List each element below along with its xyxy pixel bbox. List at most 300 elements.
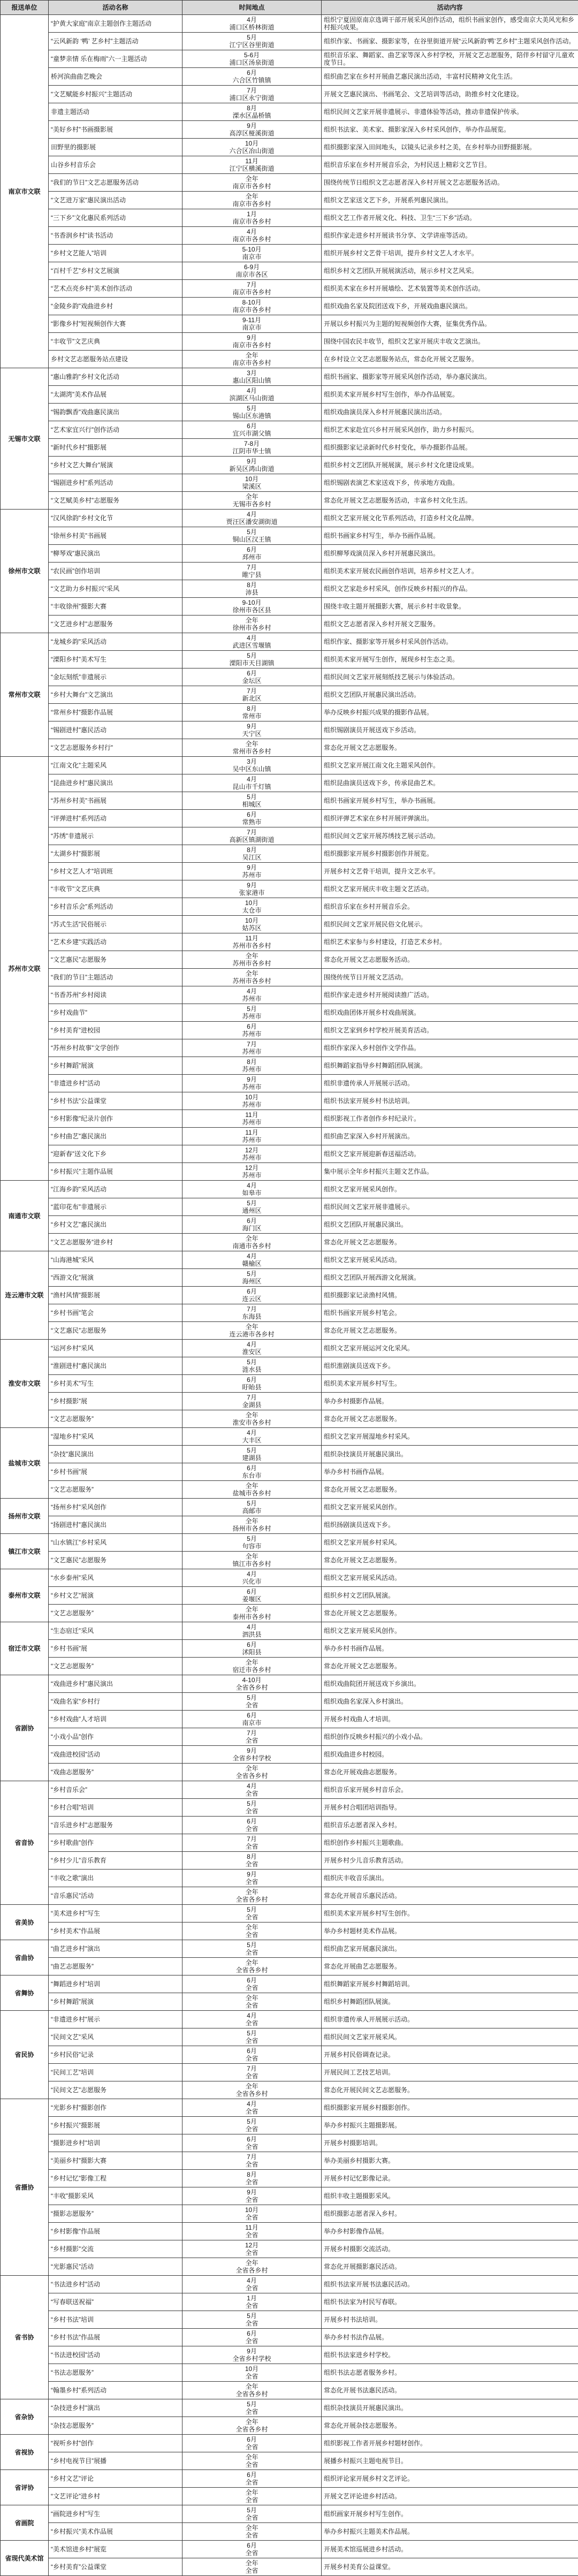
cell-time-place: 10月 全省: [182, 2364, 322, 2382]
table-row: [1, 1163, 578, 1181]
cell-time-place: 6月 宜兴市湖父镇: [182, 421, 322, 439]
cell-unit: 宿迁市文联: [1, 1622, 49, 1675]
cell-content: 组织美术家开展农民画创作培训，培养乡村文艺人才。: [322, 563, 578, 580]
cell-content: 开展以乡村振兴为主题的短视频创作大赛，征集优秀作品。: [322, 315, 578, 333]
cell-time-place: 全年 徐州市各乡村: [182, 615, 322, 633]
cell-activity-name: 山谷乡村音乐会: [49, 156, 182, 174]
cell-time-place: 全年 全省各乡村: [182, 2382, 322, 2399]
table-row: [1, 1428, 578, 1446]
cell-activity-name: “柳琴戏”惠民演出: [49, 545, 182, 563]
cell-activity-name: “书香苏州”乡村阅读: [49, 986, 182, 1004]
table-row: [1, 421, 578, 439]
cell-activity-name: “美好乡村”书画摄影展: [49, 121, 182, 139]
cell-activity-name: “惠山雅韵”乡村文化活动: [49, 368, 182, 386]
cell-activity-name: “三下乡”文化惠民系列活动: [49, 209, 182, 227]
cell-content: 组织民间文艺家开展刻纸技艺展示与体验活动。: [322, 668, 578, 686]
cell-time-place: 4月 贾汪区潘安湖街道: [182, 510, 322, 527]
table-row: [1, 227, 578, 245]
cell-activity-name: “乡村文艺能人”培训: [49, 245, 182, 262]
cell-content: 组织文艺家开展采风创作。: [322, 1181, 578, 1198]
cell-time-place: 5月 全省: [182, 2505, 322, 2523]
cell-content: 围绕中国农民丰收节，组织文艺家开展庆丰收文艺演出。: [322, 333, 578, 351]
cell-activity-name: “苏绣”非遗展示: [49, 827, 182, 845]
table-row: [1, 2417, 578, 2435]
table-row: [1, 792, 578, 810]
table-row: [1, 315, 578, 333]
cell-activity-name: “乡村书画”笔会: [49, 1304, 182, 1322]
cell-content: 组织影视工作者创作乡村纪录片。: [322, 1110, 578, 1128]
table-row: [1, 1940, 578, 1958]
cell-content: 围绕传统节日开展文艺活动。: [322, 969, 578, 986]
table-row: [1, 2364, 578, 2382]
cell-content: 开展乡村书法培训。: [322, 2311, 578, 2329]
cell-unit: 省现代美术馆: [1, 2541, 49, 2576]
table-row: [1, 969, 578, 986]
table-row: [1, 1145, 578, 1163]
cell-content: 组织杂技演员开展惠民演出。: [322, 1446, 578, 1463]
cell-time-place: 7月 睢宁县: [182, 563, 322, 580]
cell-activity-name: “乡村美术”写生: [49, 1375, 182, 1393]
table-row: [1, 1993, 578, 2011]
cell-activity-name: “音乐进乡村”志愿服务: [49, 1817, 182, 1834]
cell-time-place: 全年 南京市各乡村: [182, 192, 322, 209]
cell-activity-name: “龙城乡韵”采风活动: [49, 633, 182, 651]
cell-content: 常态化开展文艺志愿服务。: [322, 1605, 578, 1622]
cell-time-place: 6月 沭阳县: [182, 1640, 322, 1658]
cell-content: 组织书法家开展书法惠民活动。: [322, 2276, 578, 2293]
table-row: [1, 245, 578, 262]
cell-time-place: 全年 全省: [182, 1993, 322, 2011]
cell-activity-name: “金陵乡韵”戏曲进乡村: [49, 298, 182, 315]
table-row: [1, 474, 578, 492]
cell-unit: 省视协: [1, 2435, 49, 2470]
table-row: [1, 457, 578, 474]
cell-activity-name: “书法进乡村”活动: [49, 2276, 182, 2293]
cell-activity-name: “锡剧进乡村”系列活动: [49, 474, 182, 492]
cell-activity-name: “戏曲进校园”活动: [49, 1746, 182, 1764]
cell-time-place: 8月 全省: [182, 1852, 322, 1870]
cell-time-place: 全年 盐城市各乡村: [182, 1481, 322, 1499]
table-row: [1, 704, 578, 721]
cell-content: 组织乡村文艺团队开展展演活动，展示乡村文艺风采。: [322, 262, 578, 280]
cell-activity-name: “护黄大家庭”南京主题创作主题活动: [49, 15, 182, 33]
table-row: [1, 1057, 578, 1075]
cell-time-place: 5月 全省: [182, 2311, 322, 2329]
table-row: [1, 1287, 578, 1304]
cell-activity-name: “乡村舞蹈”展演: [49, 1993, 182, 2011]
cell-activity-name: “翰墨乡村”系列活动: [49, 2382, 182, 2399]
cell-unit: 苏州市文联: [1, 757, 49, 1181]
cell-time-place: 6月 盱眙县: [182, 1375, 322, 1393]
cell-time-place: 9月 天宁区: [182, 721, 322, 739]
cell-activity-name: “乡村文艺大舞台”展演: [49, 457, 182, 474]
cell-unit: 省评协: [1, 2470, 49, 2505]
table-row: [1, 951, 578, 969]
table-row: [1, 439, 578, 457]
cell-activity-name: “乡村民俗”记录: [49, 2046, 182, 2064]
cell-time-place: 10月 梁溪区: [182, 474, 322, 492]
table-row: [1, 1675, 578, 1693]
cell-time-place: 6-9月 南京市各区: [182, 262, 322, 280]
cell-activity-name: “丰收”摄影采风: [49, 2187, 182, 2205]
cell-content: 组织曲艺家在乡村开展曲艺惠民演出活动，丰富村民精神文化生活。: [322, 68, 578, 86]
table-row: [1, 2541, 578, 2558]
cell-content: 组织美术家开展乡村写生创作，举办作品展览。: [322, 386, 578, 404]
table-row: [1, 1463, 578, 1481]
cell-content: 在乡村设立文艺志愿服务站点，常态化开展文艺服务。: [322, 351, 578, 368]
cell-content: 展播乡村振兴主题电视节目。: [322, 2452, 578, 2470]
cell-activity-name: “太湖湾”美术作品展: [49, 386, 182, 404]
cell-content: 组织文艺家开展采风创作。: [322, 1499, 578, 1516]
table-row: [1, 2046, 578, 2064]
cell-time-place: 7月 全省: [182, 2152, 322, 2170]
cell-content: 组织开展乡村文艺骨干培训，提升乡村文艺人才水平。: [322, 245, 578, 262]
cell-activity-name: “音乐惠民”活动: [49, 1887, 182, 1905]
cell-time-place: 5月 全省: [182, 1693, 322, 1711]
table-row: [1, 810, 578, 827]
cell-time-place: 5-6月 浦口区汤泉街道: [182, 50, 322, 68]
cell-activity-name: “我们的节日”主题活动: [49, 969, 182, 986]
cell-time-place: 6月 全省: [182, 2470, 322, 2488]
header-activity-name: 活动名称: [49, 1, 182, 15]
cell-time-place: 全年 淮安市各乡村: [182, 1410, 322, 1428]
cell-content: 组织锡剧演员开展送戏下乡活动。: [322, 721, 578, 739]
table-row: [1, 1693, 578, 1711]
cell-activity-name: “影像乡村”短视频创作大赛: [49, 315, 182, 333]
table-row: [1, 1092, 578, 1110]
cell-unit: 淮安市文联: [1, 1340, 49, 1428]
table-row: [1, 103, 578, 121]
cell-time-place: 6月 全省: [182, 2134, 322, 2152]
cell-time-place: 全年 全省: [182, 2558, 322, 2576]
table-row: [1, 156, 578, 174]
cell-time-place: 7月 全省: [182, 1834, 322, 1852]
cell-content: 组织音乐家开展乡村音乐会。: [322, 1781, 578, 1799]
cell-content: 常态化开展文艺志愿服务。: [322, 1410, 578, 1428]
cell-content: 组织书画家开展乡村写生，举办书画展。: [322, 792, 578, 810]
table-row: [1, 209, 578, 227]
cell-time-place: 11月 苏州市各乡村: [182, 933, 322, 951]
table-row: [1, 192, 578, 209]
cell-time-place: 全年 全省各乡村: [182, 2081, 322, 2099]
cell-time-place: 1月 全省: [182, 2293, 322, 2311]
cell-time-place: 5月 全省: [182, 1905, 322, 1922]
cell-activity-name: “文艺志愿服务乡村行”: [49, 739, 182, 757]
table-row: [1, 1534, 578, 1552]
table-row: [1, 510, 578, 527]
cell-content: 组织作家、摄影家等开展乡村采风创作活动。: [322, 633, 578, 651]
cell-activity-name: “画院进乡村”写生: [49, 2505, 182, 2523]
cell-content: 组织作家走进乡村开展阅读推广活动。: [322, 986, 578, 1004]
cell-activity-name: “乡村摄影”展: [49, 1393, 182, 1410]
cell-content: 组织评论家开展乡村文艺评论。: [322, 2470, 578, 2488]
table-row: [1, 1128, 578, 1145]
cell-time-place: 4月 全省: [182, 1781, 322, 1799]
cell-content: 组织摄影志愿者深入乡村。: [322, 2205, 578, 2223]
table-row: [1, 1781, 578, 1799]
cell-activity-name: “乡村书画”展: [49, 1463, 182, 1481]
cell-unit: 南京市文联: [1, 15, 49, 368]
cell-activity-name: “徐州乡村美”书画展: [49, 527, 182, 545]
header-time-place: 时间地点: [182, 1, 322, 15]
cell-content: 举办乡村书画作品展。: [322, 1640, 578, 1658]
cell-content: 常态化开展摄影惠民活动。: [322, 2258, 578, 2276]
cell-activity-name: “苏州乡村美”书画展: [49, 792, 182, 810]
cell-unit: 连云港市文联: [1, 1251, 49, 1340]
cell-content: 常态化开展书法惠民活动。: [322, 2382, 578, 2399]
cell-activity-name: “乡村美育”公益课堂: [49, 2558, 182, 2576]
cell-content: 组织曲艺家开展惠民演出。: [322, 1940, 578, 1958]
cell-content: 组织书画家、摄影家等开展采风创作活动，举办惠民演出。: [322, 368, 578, 386]
cell-time-place: 4月 昆山市千灯镇: [182, 774, 322, 792]
cell-time-place: 6月 金坛区: [182, 668, 322, 686]
cell-activity-name: “戏曲名家”乡村行: [49, 1693, 182, 1711]
cell-activity-name: “水乡泰州”采风: [49, 1569, 182, 1587]
cell-content: 举办乡村摄影作品展。: [322, 1393, 578, 1410]
table-row: [1, 404, 578, 421]
cell-activity-name: “文艺志愿服务”: [49, 1481, 182, 1499]
cell-activity-name: “文艺志愿服务”: [49, 1658, 182, 1675]
cell-content: 举办乡村题材美术作品展。: [322, 1922, 578, 1940]
cell-content: 组织文艺家开展运河文化采风。: [322, 1340, 578, 1357]
cell-content: 组织扬剧演员送戏下乡。: [322, 1516, 578, 1534]
cell-time-place: 9月 全省: [182, 2187, 322, 2205]
cell-time-place: 6月 海门区: [182, 1216, 322, 1234]
cell-activity-name: “乡村戏曲”人才培训: [49, 1711, 182, 1728]
table-row: [1, 2311, 578, 2329]
cell-activity-name: “昆曲进乡村”惠民演出: [49, 774, 182, 792]
cell-unit: 盐城市文联: [1, 1428, 49, 1499]
table-row: [1, 1870, 578, 1887]
table-row: [1, 1640, 578, 1658]
cell-time-place: 7月 全省: [182, 2064, 322, 2081]
cell-unit: 无锡市文联: [1, 368, 49, 510]
table-row: [1, 2152, 578, 2170]
table-row: [1, 15, 578, 33]
cell-activity-name: “乡村大舞台”文艺演出: [49, 686, 182, 704]
cell-time-place: 7月 金湖县: [182, 1393, 322, 1410]
cell-time-place: 11月 苏州市: [182, 1128, 322, 1145]
cell-activity-name: “艺术家宜兴行”创作活动: [49, 421, 182, 439]
cell-content: 组织文艺家开展文化节系列活动，打造乡村文化品牌。: [322, 510, 578, 527]
cell-content: 组织乡村文艺团队开展展演，展示乡村文化建设成果。: [322, 457, 578, 474]
cell-activity-name: “艺术点亮乡村”美术创作活动: [49, 280, 182, 298]
cell-time-place: 8月 常州市: [182, 704, 322, 721]
table-row: [1, 333, 578, 351]
table-row: [1, 1764, 578, 1781]
table-header-row: [1, 1, 578, 15]
cell-content: 常态化开展文艺志愿服务。: [322, 1552, 578, 1569]
cell-activity-name: “新时代乡村”摄影展: [49, 439, 182, 457]
cell-content: 组织昆曲演员送戏下乡，传承昆曲艺术。: [322, 774, 578, 792]
cell-content: 组织书画家开展乡村笔会。: [322, 1304, 578, 1322]
cell-activity-name: “扬剧进村”惠民演出: [49, 1516, 182, 1534]
cell-content: 组织民间文艺家开展非遗展示。: [322, 1198, 578, 1216]
cell-activity-name: 非遗主题活动: [49, 103, 182, 121]
cell-activity-name: “光影乡村”摄影创作: [49, 2099, 182, 2117]
header-content: 活动内容: [322, 1, 578, 15]
cell-content: 组织艺术家赴宜兴乡村开展采风创作，助力乡村振兴。: [322, 421, 578, 439]
cell-content: 组织文艺家送文艺下乡，开展系列惠民演出。: [322, 192, 578, 209]
cell-content: 举办乡村振兴主题摄影展。: [322, 2117, 578, 2134]
cell-time-place: 4月 全省: [182, 2099, 322, 2117]
table-row: [1, 2399, 578, 2417]
cell-activity-name: “文艺赋美乡村”志愿服务: [49, 492, 182, 510]
cell-time-place: 全年 苏州市各乡村: [182, 969, 322, 986]
cell-time-place: 全年 全省各乡村: [182, 1958, 322, 1975]
cell-time-place: 全年 全省: [182, 1922, 322, 1940]
cell-content: 组织创作反映乡村振兴的小戏小品。: [322, 1728, 578, 1746]
table-row: [1, 2346, 578, 2364]
cell-content: 组织作家走进乡村开展读书分享、文学讲座等活动。: [322, 227, 578, 245]
cell-content: 组织文艺家赴乡村采风，创作反映乡村振兴的作品。: [322, 580, 578, 598]
cell-content: 组织摄影家开展乡村摄影创作并展览。: [322, 845, 578, 863]
cell-activity-name: “丰收节”文艺庆典: [49, 333, 182, 351]
cell-activity-name: “杂技志愿服务”: [49, 2417, 182, 2435]
cell-time-place: 全年 宿迁市各乡村: [182, 1658, 322, 1675]
table-row: [1, 1817, 578, 1834]
table-row: [1, 633, 578, 651]
cell-activity-name: “淮剧进村”惠民演出: [49, 1357, 182, 1375]
cell-activity-name: “乡村振兴”摄影展: [49, 2117, 182, 2134]
cell-activity-name: “杂技”惠民演出: [49, 1446, 182, 1463]
cell-unit: 省曲协: [1, 1940, 49, 1975]
cell-content: 常态化开展音乐惠民活动。: [322, 1887, 578, 1905]
table-row: [1, 1658, 578, 1675]
cell-time-place: 6月 全省: [182, 1817, 322, 1834]
cell-content: 常态化开展曲艺志愿服务。: [322, 1958, 578, 1975]
cell-time-place: 全年 南京市各乡村: [182, 351, 322, 368]
table-row: [1, 1516, 578, 1534]
cell-content: 组织摄影家记录渔村风情。: [322, 1287, 578, 1304]
cell-content: 组织文艺志愿者深入乡村开展文艺服务。: [322, 615, 578, 633]
table-row: [1, 1587, 578, 1605]
cell-activity-name: “乡村少儿”音乐教育: [49, 1852, 182, 1870]
cell-activity-name: “锡韵飘香”戏曲惠民演出: [49, 404, 182, 421]
table-row: [1, 1022, 578, 1039]
cell-content: 组织摄影家深入田间地头，以镜头记录乡村之美，在乡村举办田野摄影展。: [322, 139, 578, 156]
cell-activity-name: “戏曲进乡村”惠民演出: [49, 1675, 182, 1693]
cell-content: 组织书法家进乡村学校。: [322, 2346, 578, 2364]
cell-content: 组织摄影家记录新时代乡村变化，举办摄影作品展。: [322, 439, 578, 457]
table-row: [1, 174, 578, 192]
table-row: [1, 1799, 578, 1817]
table-row: [1, 386, 578, 404]
cell-activity-name: “乡村曲艺”惠民演出: [49, 1128, 182, 1145]
cell-activity-name: “乡村影像”纪录片创作: [49, 1110, 182, 1128]
cell-time-place: 4月 如皋市: [182, 1181, 322, 1198]
cell-activity-name: 乡村文艺志愿服务站点建设: [49, 351, 182, 368]
cell-content: 组织音乐家在乡村开展音乐会。: [322, 898, 578, 916]
cell-content: 组织文艺家开展采风活动。: [322, 1251, 578, 1269]
cell-content: 开展乡村戏曲人才培训。: [322, 1711, 578, 1728]
cell-activity-name: “百村千艺”乡村文艺展演: [49, 262, 182, 280]
cell-content: 组织书法家、美术家、摄影家深入乡村采风创作，举办作品展览。: [322, 121, 578, 139]
cell-content: 组织音乐家在乡村开展音乐会，为村民送上精彩文艺节目。: [322, 156, 578, 174]
cell-time-place: 12月 苏州市: [182, 1145, 322, 1163]
cell-content: 组织作家、书画家、摄影家等，在谷里街道开展“云风新韵‘鸭’艺乡村”主题采风创作活动。: [322, 33, 578, 50]
cell-content: 组织戏曲演员深入乡村开展惠民演出活动。: [322, 404, 578, 421]
cell-activity-name: “乡村音乐会”系列活动: [49, 898, 182, 916]
table-row: [1, 1251, 578, 1269]
cell-activity-name: “文艺惠民”志愿服务: [49, 1552, 182, 1569]
cell-content: 组织书法志愿者服务乡村。: [322, 2364, 578, 2382]
cell-unit: 徐州市文联: [1, 510, 49, 633]
cell-content: 组织戏曲团体开展乡村戏曲展演。: [322, 1004, 578, 1022]
cell-content: 常态化开展戏曲志愿服务。: [322, 1764, 578, 1781]
cell-content: 组织非遗传承人开展展示活动。: [322, 1075, 578, 1092]
cell-activity-name: “文艺进乡村”志愿服务: [49, 615, 182, 633]
table-row: [1, 2134, 578, 2152]
cell-time-place: 5月 全省: [182, 1940, 322, 1958]
cell-activity-name: “乡村美术”作品展: [49, 1922, 182, 1940]
cell-activity-name: “苏州乡村故事”文学创作: [49, 1039, 182, 1057]
cell-time-place: 4月 大丰区: [182, 1428, 322, 1446]
table-row: [1, 2523, 578, 2541]
cell-time-place: 6月 全省: [182, 2046, 322, 2064]
table-row: [1, 1499, 578, 1516]
cell-time-place: 5月 句容市: [182, 1534, 322, 1552]
cell-content: 组织音乐志愿者深入乡村。: [322, 1817, 578, 1834]
cell-content: 组织文艺团队开展惠民演出活动。: [322, 686, 578, 704]
table-body: [1, 15, 578, 2576]
cell-time-place: 7月 东海县: [182, 1304, 322, 1322]
cell-unit: 省民协: [1, 2011, 49, 2099]
cell-time-place: 5月 江宁区谷里街道: [182, 33, 322, 50]
cell-time-place: 全年 无锡市各乡村: [182, 492, 322, 510]
table-row: [1, 1622, 578, 1640]
cell-time-place: 9月 全省: [182, 1870, 322, 1887]
cell-activity-name: “书香润乡村”读书活动: [49, 227, 182, 245]
cell-time-place: 9-10月 徐州市各区县: [182, 598, 322, 615]
cell-time-place: 7月 新北区: [182, 686, 322, 704]
table-row: [1, 298, 578, 315]
cell-unit: 省音协: [1, 1781, 49, 1905]
table-row: [1, 1075, 578, 1092]
cell-time-place: 5月 建湖县: [182, 1446, 322, 1463]
cell-activity-name: “乡村文艺人才”培训班: [49, 863, 182, 880]
table-row: [1, 68, 578, 86]
cell-content: 开展乡村少儿音乐教育活动。: [322, 1852, 578, 1870]
cell-unit: 省摄协: [1, 2099, 49, 2276]
cell-time-place: 9月 新吴区鸿山街道: [182, 457, 322, 474]
cell-time-place: 全年 全省各乡村: [182, 1887, 322, 1905]
cell-time-place: 8月 溧水区晶桥镇: [182, 103, 322, 121]
cell-content: 开展乡村民俗调查记录。: [322, 2046, 578, 2064]
cell-content: 组织书法家开展乡村书法培训。: [322, 1092, 578, 1110]
cell-content: 组织文艺团队开展惠民演出。: [322, 1216, 578, 1234]
cell-activity-name: “乡村歌曲”创作: [49, 1834, 182, 1852]
table-row: [1, 139, 578, 156]
table-row: [1, 280, 578, 298]
cell-activity-name: “舞蹈进乡村”培训: [49, 1975, 182, 1993]
cell-time-place: 10月 姑苏区: [182, 916, 322, 933]
cell-content: 组织民间文艺家开展采风。: [322, 2028, 578, 2046]
cell-time-place: 4月 泗洪县: [182, 1622, 322, 1640]
cell-content: 开展乡村合唱团培训指导。: [322, 1799, 578, 1817]
cell-activity-name: “艺术乡建”实践活动: [49, 933, 182, 951]
cell-time-place: 6月 全省: [182, 2541, 322, 2558]
cell-time-place: 5月 相城区: [182, 792, 322, 810]
cell-activity-name: “渔村风情”摄影展: [49, 1287, 182, 1304]
cell-activity-name: “视听乡村”创作: [49, 2435, 182, 2452]
cell-activity-name: “光影惠民”活动: [49, 2258, 182, 2276]
table-row: [1, 2452, 578, 2470]
cell-content: 组织乡村文艺团队展演。: [322, 1587, 578, 1605]
cell-time-place: 6月 常熟市: [182, 810, 322, 827]
cell-content: 开展乡村摄影交流活动。: [322, 2240, 578, 2258]
cell-content: 举办乡村影像作品展。: [322, 2223, 578, 2240]
